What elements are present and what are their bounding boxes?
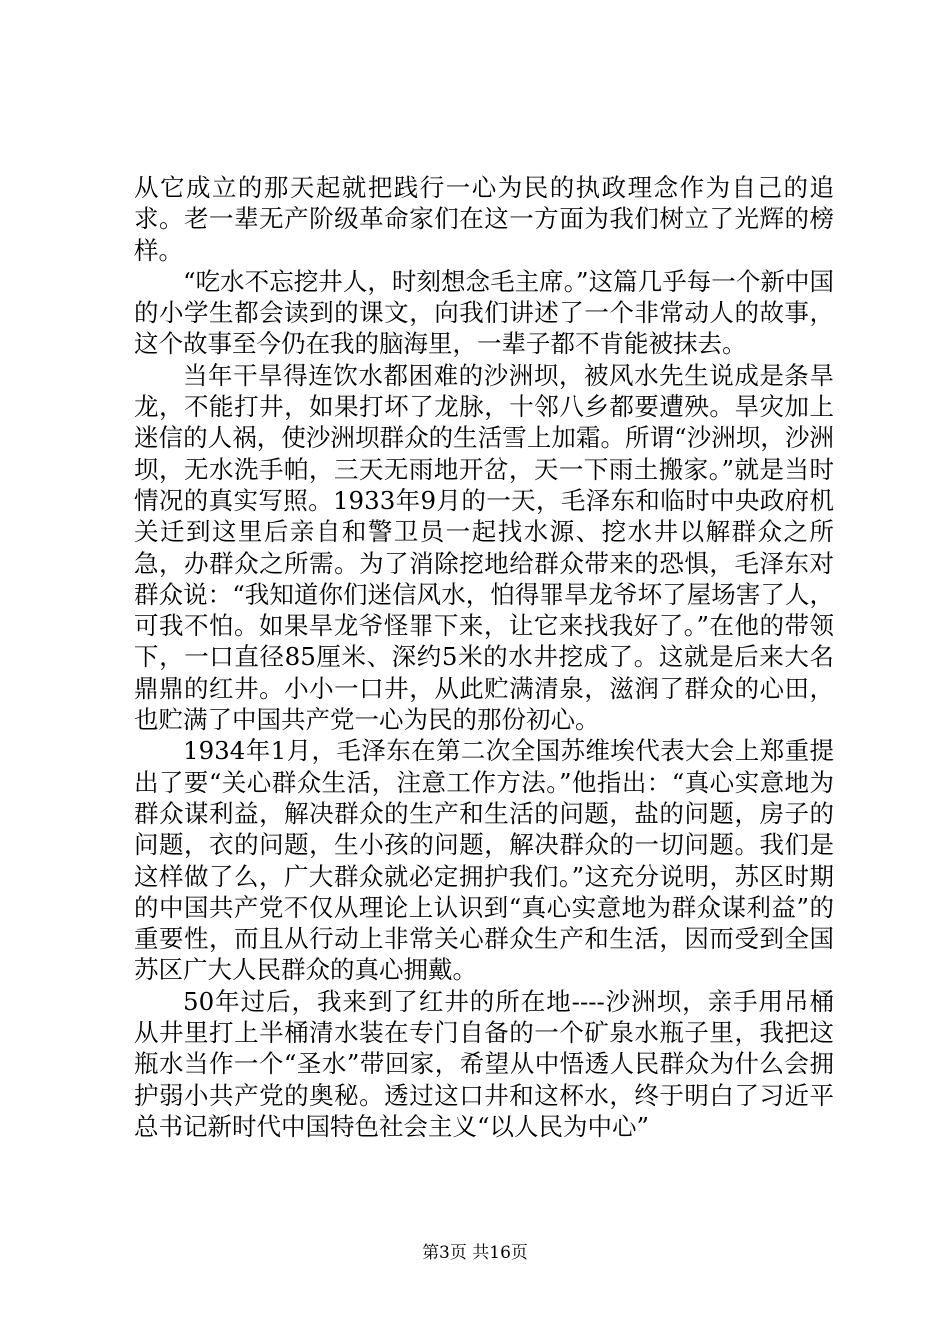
paragraph-3: 当年干旱得连饮水都困难的沙洲坝，被风水先生说成是条旱龙，不能打井，如果打坏了龙脉，十邻八乡都要遭殃。旱灾加上迷信的人祸，使沙洲坝群众的生活雪上加霜。所谓“沙洲坝，沙洲坝，无水洗手帕，三天无雨地开岔，天一下雨土搬家。”就是当时情况的真实写照。1933年9月的一天，毛泽东和临时中央政府机关迁到这里后亲自和警卫员一起找水源、挖水井以解群众之所急，办群众之所需。为了消除挖地给群众带来的恐惧，毛泽东对群众说：“我知道你们迷信风水，怕得罪旱龙爷坏了屋场害了人，可我不怕。如果旱龙爷怪罪下来，让它来找我好了。”在他的带领下，一口直径85厘米、深约5米的水井挖成了。这就是后来大名鼎鼎的红井。小小一口井，从此贮满清泉，滋润了群众的心田，也贮满了中国共产党一心为民的那份初心。 — [134, 360, 834, 735]
paragraph-1: 从它成立的那天起就把践行一心为民的执政理念作为自己的追求。老一辈无产阶级革命家们在这一方面为我们树立了光辉的榜样。 — [134, 173, 834, 265]
paragraph-4: 1934年1月，毛泽东在第二次全国苏维埃代表大会上郑重提出了要“关心群众生活，注意工作方法。”他指出：“真心实意地为群众谋利益，解决群众的生产和生活的问题，盐的问题，房子的问题，衣的问题，生小孩的问题，解决群众的一切问题。我们是这样做了么，广大群众就必定拥护我们。”这充分说明，苏区时期的中国共产党不仅从理论上认识到“真心实意地为群众谋利益”的重要性，而且从行动上非常关心群众生产和生活，因而受到全国苏区广大人民群众的真心拥戴。 — [134, 736, 834, 985]
paragraph-5: 50年过后，我来到了红井的所在地----沙洲坝，亲手用吊桶从井里打上半桶清水装在专门自备的一个矿泉水瓶子里，我把这瓶水当作一个“圣水”带回家，希望从中悟透人民群众为什么会拥护弱小共产党的奥秘。透过这口井和这杯水，终于明白了习近平总书记新时代中国特色社会主义“以人民为中心” — [134, 986, 834, 1141]
paragraph-2: “吃水不忘挖井人，时刻想念毛主席。”这篇几乎每一个新中国的小学生都会读到的课文，向我们讲述了一个非常动人的故事，这个故事至今仍在我的脑海里，一辈子都不肯能被抹去。 — [134, 266, 834, 359]
page-footer: 第3页 共16页 — [422, 1243, 528, 1263]
document-body — [134, 172, 834, 1142]
